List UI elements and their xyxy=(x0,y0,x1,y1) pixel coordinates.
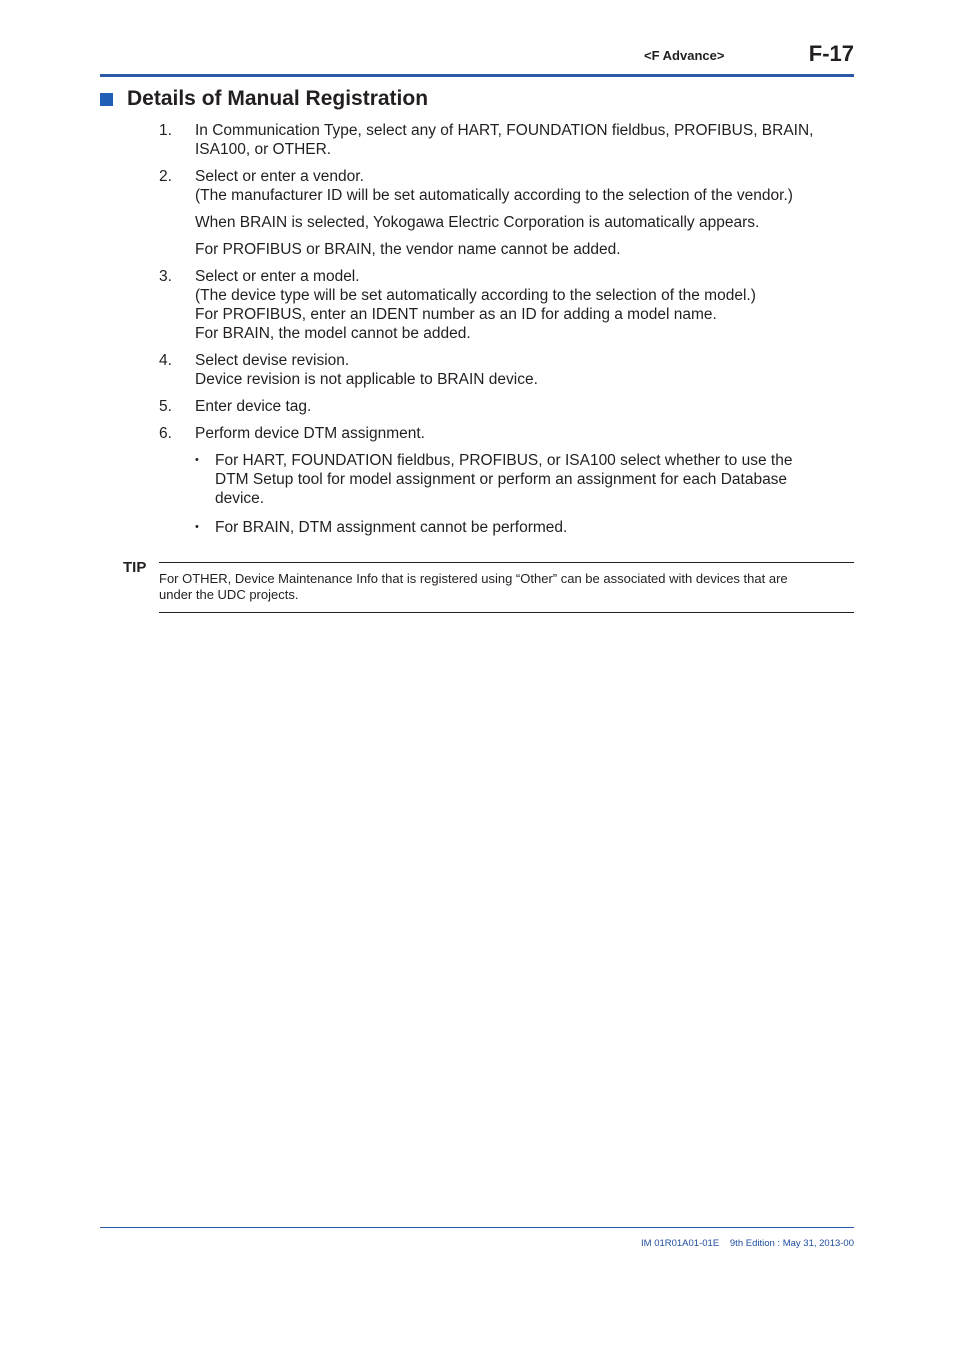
bullet-dot-icon: • xyxy=(195,521,199,533)
step-line: For PROFIBUS, enter an IDENT number as an ID for adding a model name. xyxy=(195,306,717,323)
step-number: 2. xyxy=(159,168,172,185)
footer-doc-id: IM 01R01A01-01E xyxy=(641,1238,720,1249)
step-2 xyxy=(159,167,859,259)
section-heading xyxy=(100,87,428,111)
step-line: In Communication Type, select any of HART, FOUNDATION fieldbus, PROFIBUS, BRAIN, xyxy=(195,122,814,139)
bullet-line: For BRAIN, DTM assignment cannot be performed. xyxy=(215,519,568,536)
step-number: 6. xyxy=(159,425,172,442)
step-line: Select or enter a model. xyxy=(195,268,360,285)
bullet-line: DTM Setup tool for model assignment or perform an assignment for each Database xyxy=(215,471,788,488)
step-line: Device revision is not applicable to BRAIN device. xyxy=(195,371,538,388)
step-4 xyxy=(159,351,859,389)
steps-list xyxy=(159,121,859,545)
footer-rule xyxy=(100,1227,854,1228)
header-rule xyxy=(100,74,854,77)
tip-line: For OTHER, Device Maintenance Info that is registered using “Other” can be associated with devices that are xyxy=(159,571,788,586)
step-1 xyxy=(159,121,859,159)
tip-top-rule xyxy=(159,562,854,563)
tip-bottom-rule xyxy=(159,612,854,613)
step-number: 4. xyxy=(159,352,172,369)
step-6 xyxy=(159,424,859,537)
bullet-line: For HART, FOUNDATION fieldbus, PROFIBUS, or ISA100 select whether to use the xyxy=(215,452,793,469)
step-line: (The device type will be set automatically according to the selection of the model.) xyxy=(195,287,756,304)
step-line: Select devise revision. xyxy=(195,352,350,369)
step-line: Perform device DTM assignment. xyxy=(195,425,425,442)
tip-label: TIP xyxy=(123,559,147,576)
bullet-item xyxy=(195,518,859,537)
bullet-dot-icon: • xyxy=(195,454,199,466)
step-3 xyxy=(159,267,859,343)
step-line: (The manufacturer ID will be set automatically according to the selection of the vendor.) xyxy=(195,187,793,204)
step-line: Select or enter a vendor. xyxy=(195,168,364,185)
tip-text xyxy=(159,571,854,603)
tip-line: under the UDC projects. xyxy=(159,587,299,602)
page-number: F-17 xyxy=(808,41,854,66)
step-line: Enter device tag. xyxy=(195,398,312,415)
bullet-line: device. xyxy=(215,490,265,507)
footer-edition: 9th Edition : May 31, 2013-00 xyxy=(729,1238,854,1249)
step-paragraph: For PROFIBUS or BRAIN, the vendor name cannot be added. xyxy=(195,241,621,258)
step-paragraph: When BRAIN is selected, Yokogawa Electric Corporation is automatically appears. xyxy=(195,214,760,231)
header-section-label: <F Advance> xyxy=(644,48,725,63)
step-number: 5. xyxy=(159,398,172,415)
section-title: Details of Manual Registration xyxy=(127,87,429,110)
step-number: 3. xyxy=(159,268,172,285)
step-line: For BRAIN, the model cannot be added. xyxy=(195,325,471,342)
step-number: 1. xyxy=(159,122,172,139)
step-line: ISA100, or OTHER. xyxy=(195,141,332,158)
step-5 xyxy=(159,397,859,416)
square-bullet-icon xyxy=(100,93,113,106)
bullet-item xyxy=(195,451,859,508)
